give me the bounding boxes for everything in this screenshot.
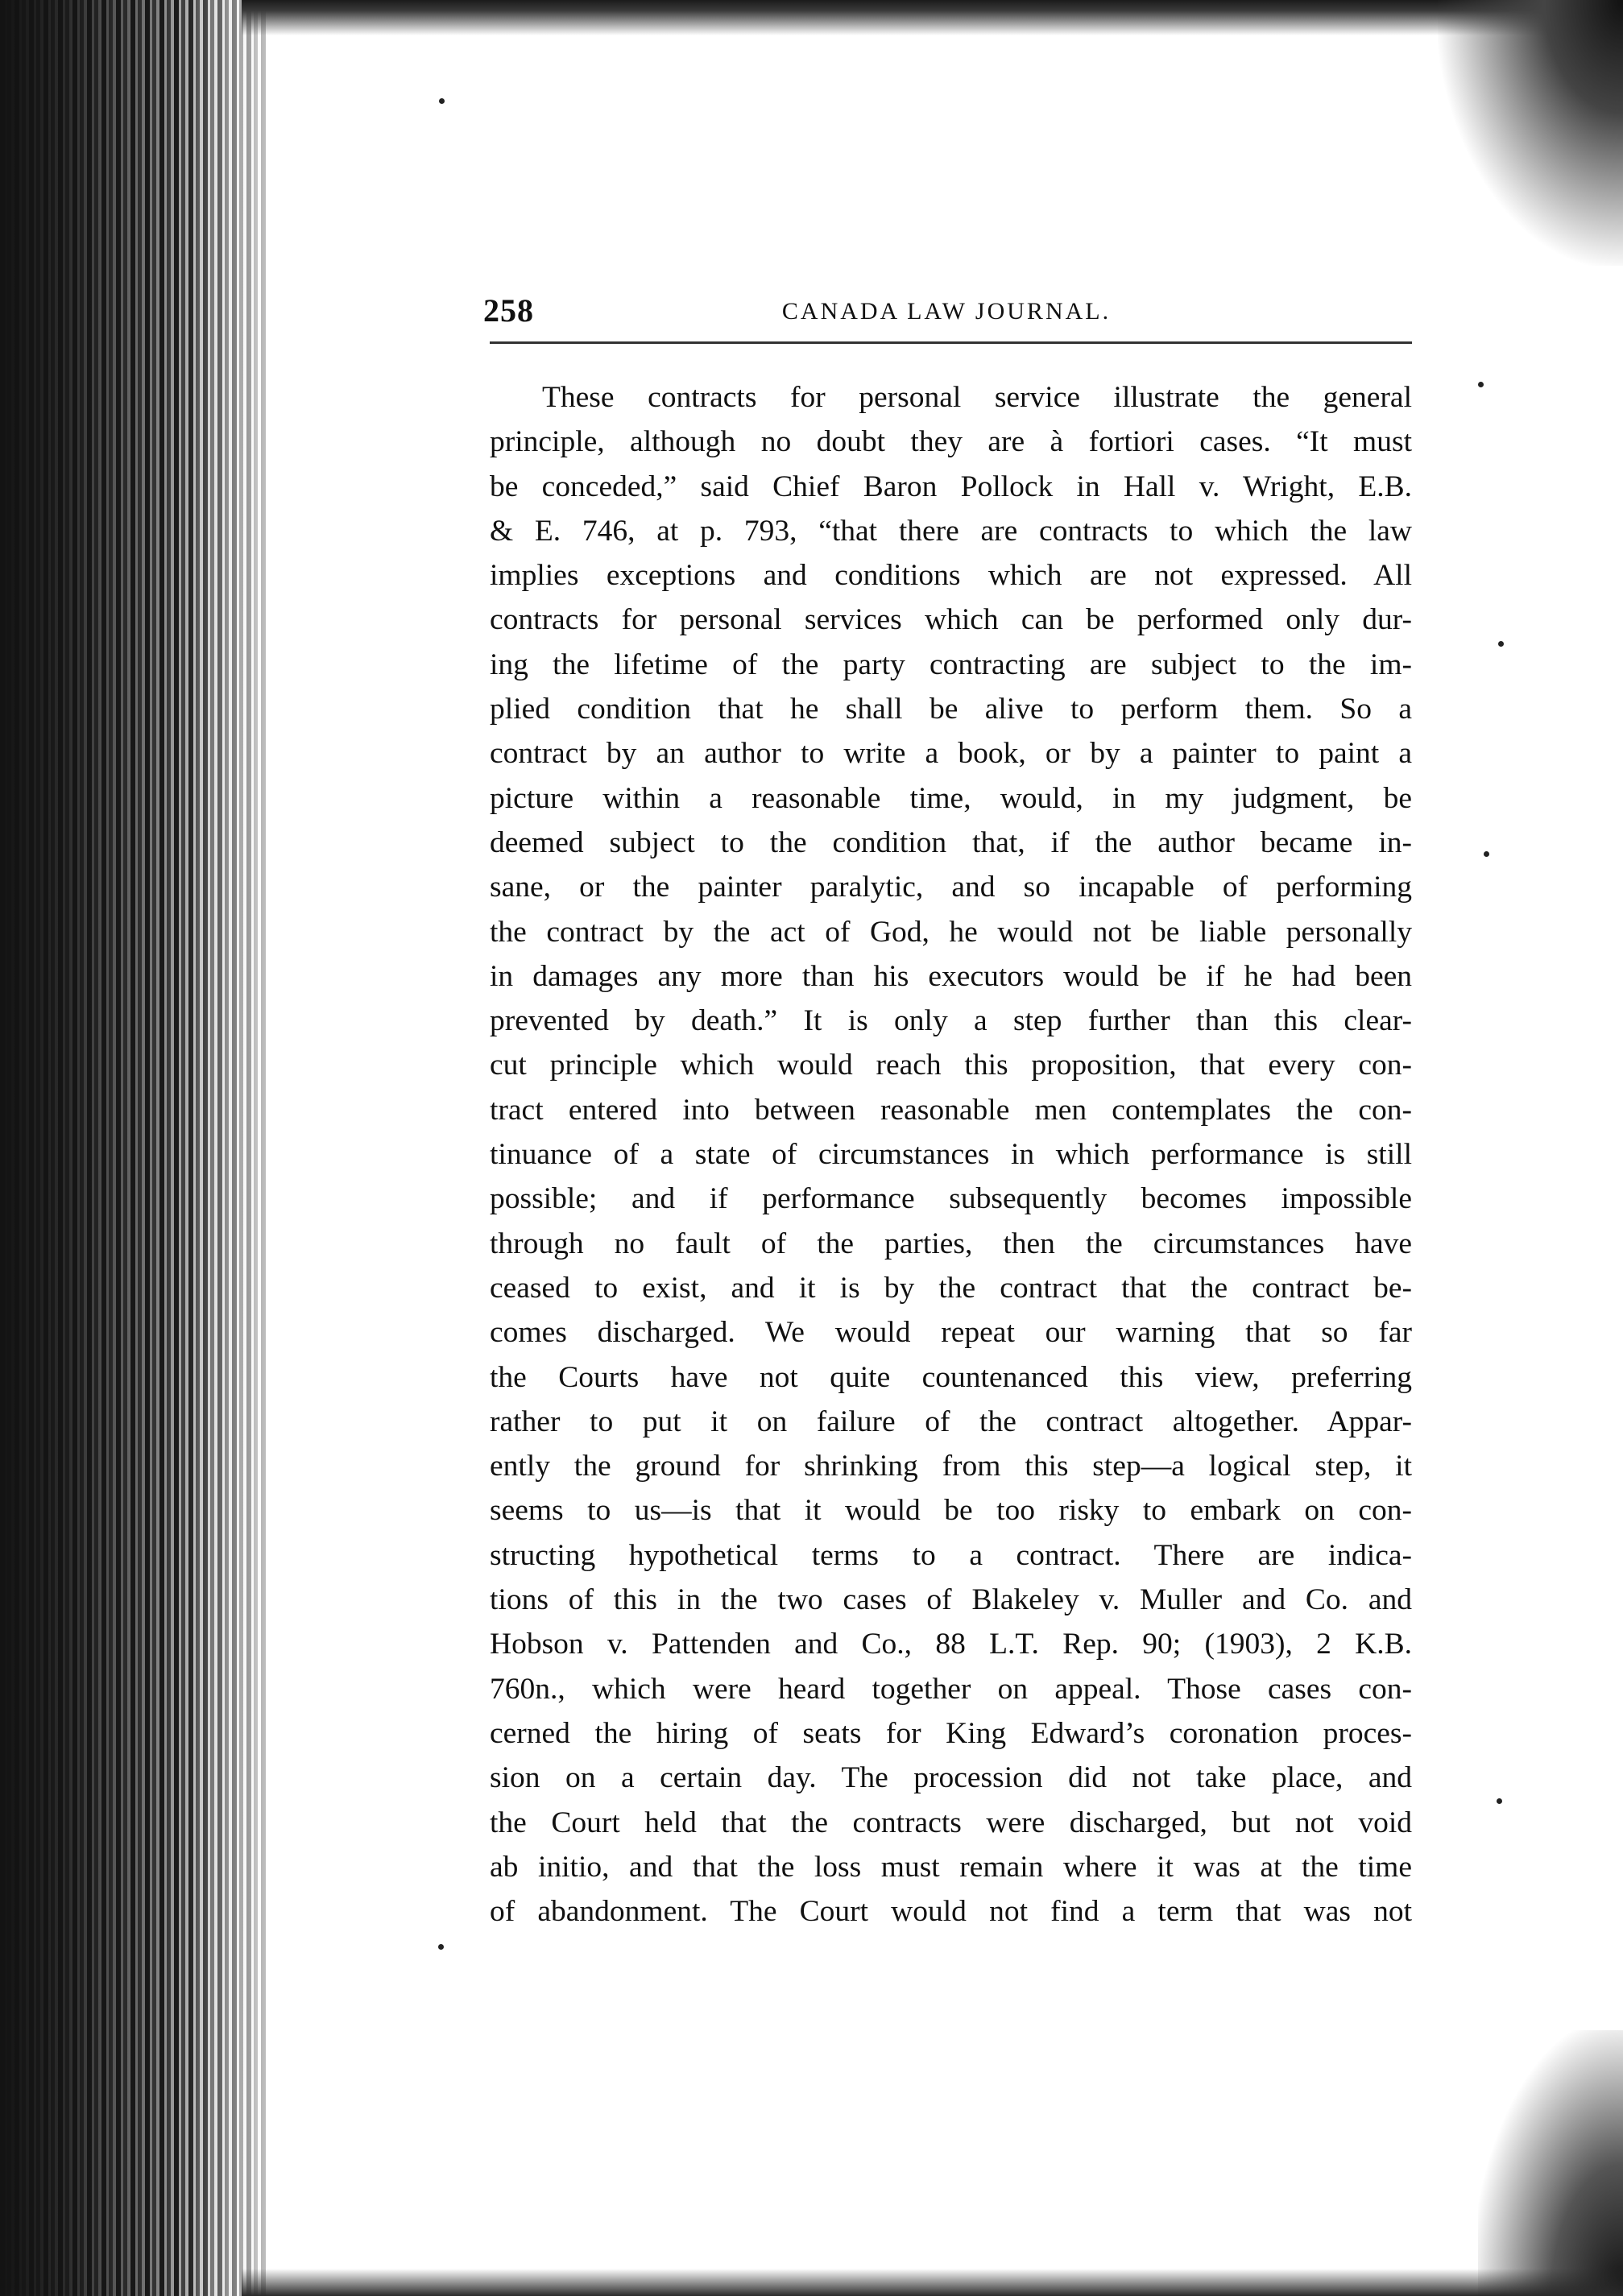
scan-top-edge [242,0,1623,35]
text-line: in damages any more than his executors would be if he had been [490,959,1412,993]
text-line: 760n., which were heard together on appeal. Those cases con- [490,1672,1412,1706]
text-line: tract entered into between reasonable men contemplates the con- [490,1093,1412,1127]
text-line: picture within a reasonable time, would, in my judgment, be [490,781,1412,815]
text-line: deemed subject to the condition that, if the author became in- [490,825,1412,859]
scan-speck [1497,1798,1502,1804]
header-rule [490,341,1412,344]
text-line: cerned the hiring of seats for King Edward’s coronation proces- [490,1716,1412,1750]
text-line: principle, although no doubt they are à fortiori cases. “It must [490,425,1412,459]
text-line: tinuance of a state of circumstances in which performance is still [490,1138,1412,1172]
text-line: the Court held that the contracts were discharged, but not void [490,1806,1412,1839]
text-line: the Courts have not quite countenanced this view, preferring [490,1360,1412,1394]
scan-corner-bottom-right [1478,2030,1623,2296]
text-line: comes discharged. We would repeat our warning that so far [490,1316,1412,1350]
text-line: of abandonment. The Court would not find a term that was not [490,1895,1412,1929]
text-line: be conceded,” said Chief Baron Pollock in Hall v. Wright, E.B. [490,470,1412,503]
text-line: Hobson v. Pattenden and Co., 88 L.T. Rep. 90; (1903), 2 K.B. [490,1628,1412,1661]
text-line: possible; and if performance subsequently becomes impossible [490,1182,1412,1216]
text-line: implies exceptions and conditions which are not expressed. All [490,559,1412,593]
body-text [490,375,1412,1934]
text-line: seems to us—is that it would be too risky to embark on con- [490,1494,1412,1528]
text-line: contracts for personal services which can be performed only dur- [490,603,1412,637]
text-line: cut principle which would reach this proposition, that every con- [490,1049,1412,1082]
text-line: sion on a certain day. The procession did not take place, and [490,1761,1412,1795]
scan-speck [1478,382,1484,387]
scan-speck [1498,641,1504,647]
text-line: the contract by the act of God, he would not be liable personally [490,915,1412,949]
text-line: & E. 746, at p. 793, “that there are contracts to which the law [490,514,1412,548]
text-line: tions of this in the two cases of Blakeley v. Muller and Co. and [490,1583,1412,1617]
scan-bottom-edge [242,2269,1623,2296]
running-title: CANADA LAW JOURNAL. [781,298,1112,325]
text-line: through no fault of the parties, then the circumstances have [490,1227,1412,1260]
scan-binding-fade [185,0,298,2296]
text-line: ing the lifetime of the party contracting are subject to the im- [490,647,1412,681]
scan-speck [1484,851,1489,857]
text-line: ently the ground for shrinking from this step—a logical step, it [490,1450,1412,1483]
text-line: structing hypothetical terms to a contract. There are indica- [490,1538,1412,1572]
text-line: ab initio, and that the loss must remain where it was at the time [490,1850,1412,1884]
text-line: ceased to exist, and it is by the contract that the contract be- [490,1271,1412,1305]
scan-speck [438,1944,444,1950]
text-line: plied condition that he shall be alive to perform them. So a [490,693,1412,726]
text-line: rather to put it on failure of the contract altogether. Appar- [490,1404,1412,1438]
text-line: contract by an author to write a book, or by a painter to paint a [490,737,1412,771]
scan-corner-top-right [1438,0,1623,266]
text-line: prevented by death.” It is only a step further than this clear- [490,1004,1412,1038]
page-number: 258 [483,292,534,329]
text-line: These contracts for personal service illustrate the general [542,381,1412,414]
page-header [483,292,1410,340]
scan-speck [439,98,445,104]
text-line: sane, or the painter paralytic, and so incapable of performing [490,871,1412,904]
